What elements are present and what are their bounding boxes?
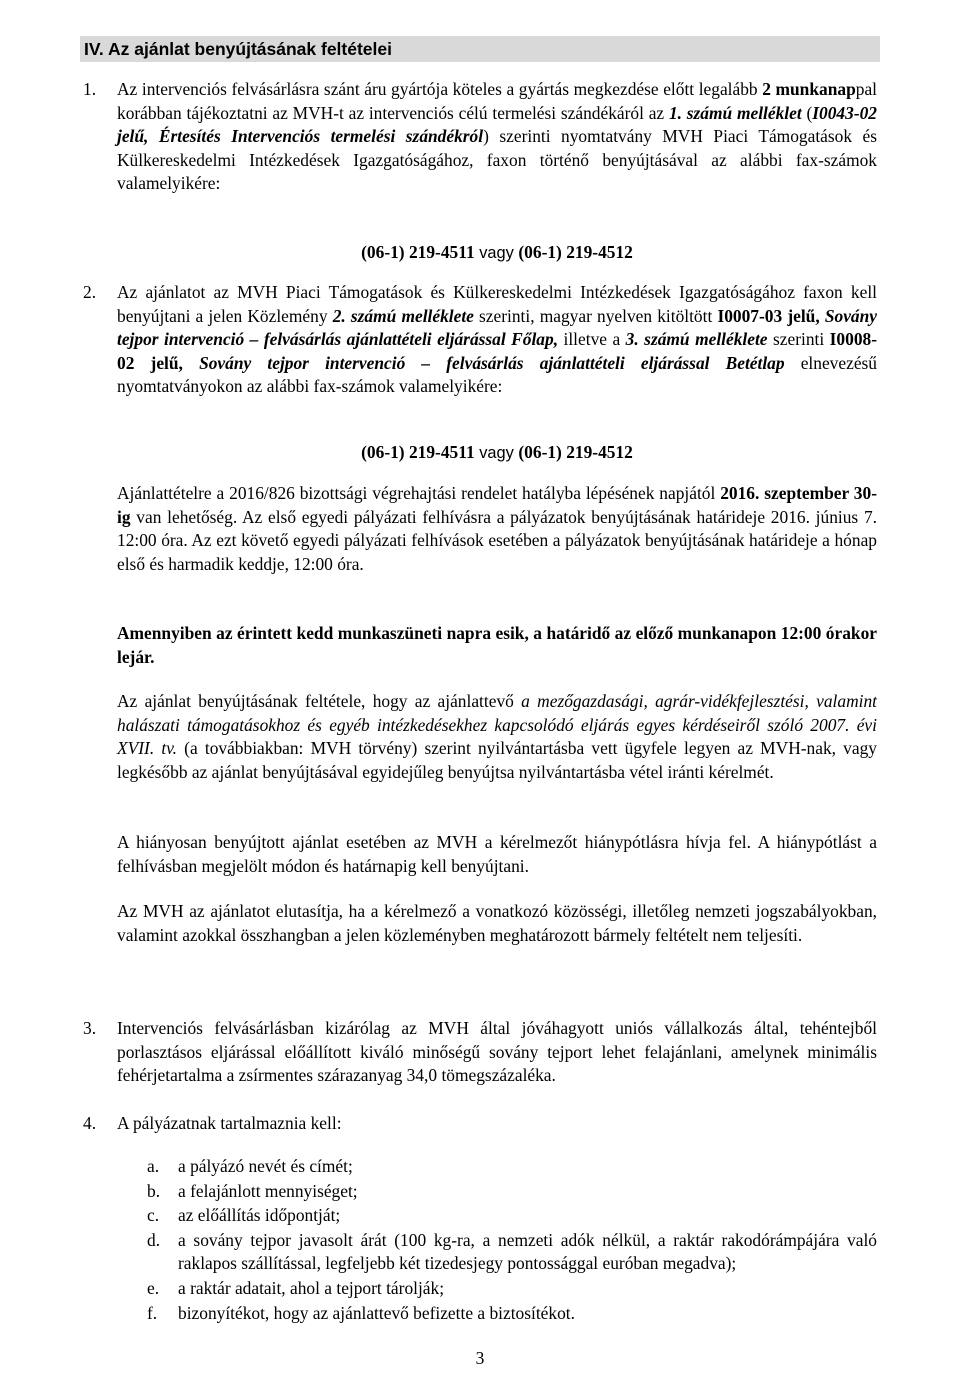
item-4-number: 4. bbox=[83, 1113, 97, 1133]
requirements-list bbox=[147, 1155, 877, 1326]
form-i0007-title: Sovány tejpor intervenció – felvásárlás ajánlattételi eljárással Főlap, bbox=[117, 305, 878, 350]
annex-1-reference: 1. számú melléklet bbox=[668, 102, 802, 123]
annex-3-reference: 3. számú melléklete bbox=[625, 329, 768, 350]
item-3-number: 3. bbox=[83, 1018, 97, 1038]
text-run: szerinti bbox=[767, 329, 830, 350]
text-run: (a továbbiakban: MVH törvény) szerint nyilvántartásba vett ügyfele legyen az MVH-nak, vagy legkésőbb az ajánlat benyújtásával egyidejűleg benyújtsa nyilvántartásba vétel iránti kérelmét. bbox=[117, 738, 877, 782]
form-i0043-reference: I0043-02 jelű, Értesítés Intervenciós termelési szándékról bbox=[117, 102, 877, 147]
section-heading: IV. Az ajánlat benyújtásának feltételei bbox=[80, 36, 880, 62]
item-2-paragraph bbox=[117, 281, 877, 399]
fax-number: (06-1) 219-4512 bbox=[518, 242, 633, 262]
item-4-intro: A pályázatnak tartalmaznia kell: bbox=[117, 1113, 342, 1133]
deadline-date: 2016. szeptember 30-ig bbox=[117, 483, 877, 527]
fax-number: (06-1) 219-4512 bbox=[518, 442, 633, 462]
text-run-bold: 2 munkanap bbox=[762, 79, 856, 99]
item-2-number: 2. bbox=[83, 282, 97, 302]
item-3-paragraph: Intervenciós felvásárlásban kizárólag az MVH által jóváhagyott uniós vállalkozás által, tehéntejből porlasztásos eljárással előállított kiváló minőségű sovány tejport lehet felajánlani, amelynek minimális fehérjetartalma a zsírmentes szárazanyag 34,0 tömegszázaléka. bbox=[117, 1018, 877, 1086]
text-run: ( bbox=[801, 102, 813, 123]
text-run: Az ajánlatot az MVH Piaci Támogatások és Külkereskedelmi Intézkedések Igazgatóságához faxon kell benyújtani a jelen Közlemény bbox=[117, 282, 877, 326]
form-i0008-code: I0008-02 jelű, bbox=[117, 329, 877, 373]
form-i0008-title: Sovány tejpor intervenció – felvásárlás ajánlattételi eljárással Betétlap bbox=[199, 352, 785, 373]
fax-numbers-1 bbox=[117, 241, 877, 266]
text-run: van lehetőség. Az első egyedi pályázati felhívásra a pályázatok benyújtásának határideje 2016. június 7. 12:00 óra. Az ezt követő egyedi pályázati felhívások esetében a pályázatok benyújtásának határideje a hónap első és harmadik keddje, 12:00 óra. bbox=[117, 506, 877, 574]
text-run: Az ajánlat benyújtásának feltétele, hogy az ajánlattevő bbox=[117, 691, 522, 711]
item-1-paragraph bbox=[117, 78, 877, 196]
item-1-number: 1. bbox=[83, 79, 97, 99]
fax-numbers-2 bbox=[117, 441, 877, 466]
list-item: f. bizonyítékot, hogy az ajánlattevő befizette a biztosítékot. bbox=[147, 1302, 575, 1323]
list-item: a. a pályázó nevét és címét; bbox=[147, 1156, 353, 1176]
text-run: pal korábban tájékoztatni az MVH-t az intervenciós célú termelési szándékáról az bbox=[117, 79, 877, 123]
list-item: d. a sovány tejpor javasolt árát (100 kg-ra, a nemzeti adók nélkül, a raktár rakodórámpájára való raklapos szállítással, legfeljebb két tizedesjegy pontossággal euróban megadva); bbox=[147, 1229, 877, 1274]
text-run: illetve a bbox=[558, 329, 626, 350]
page-number: 3 bbox=[475, 1348, 485, 1368]
text-run: Ajánlattételre a 2016/826 bizottsági végrehajtási rendelet hatályba lépésének napjától bbox=[117, 483, 721, 503]
fax-number: (06-1) 219-4511 bbox=[361, 242, 475, 262]
law-reference: a mezőgazdasági, agrár-vidékfejlesztési, valamint halászati támogatásokhoz és egyéb intézkedésekhez kapcsolódó eljárás egyes kérdéseiről szóló 2007. évi XVII. tv. bbox=[117, 691, 877, 759]
annex-2-reference: 2. számú melléklete bbox=[332, 305, 474, 326]
list-item: b. a felajánlott mennyiséget; bbox=[147, 1180, 358, 1201]
text-run: ) szerinti nyomtatvány MVH Piaci Támogatások és Külkereskedelmi Intézkedések Igazgatóságához, faxon történő benyújtásával az alábbi fax-számok valamelyikére: bbox=[117, 126, 878, 194]
text-run: vagy bbox=[474, 444, 519, 462]
list-item: e. a raktár adatait, ahol a tejport tárolják; bbox=[147, 1277, 445, 1298]
holiday-rule-paragraph: Amennyiben az érintett kedd munkaszüneti napra esik, a határidő az előző munkanapon 12:00 órakor lejár. bbox=[117, 623, 877, 667]
deficient-bid-paragraph: A hiányosan benyújtott ajánlat esetében az MVH a kérelmezőt hiánypótlásra hívja fel. A hiánypótlást a felhívásban megjelölt módon és határnapig kell benyújtani. bbox=[117, 832, 877, 876]
deadline-paragraph bbox=[117, 482, 877, 576]
text-run: elnevezésű nyomtatványokon az alábbi fax-számok valamelyikére: bbox=[117, 352, 877, 397]
text-run: vagy bbox=[474, 244, 519, 262]
form-i0007-code: I0007-03 jelű, bbox=[717, 305, 825, 326]
registration-condition-paragraph bbox=[117, 690, 877, 784]
text-run: szerinti, magyar nyelven kitöltött bbox=[473, 305, 718, 326]
fax-number: (06-1) 219-4511 bbox=[361, 442, 475, 462]
list-item: c. az előállítás időpontját; bbox=[147, 1205, 341, 1226]
text-run: Az intervenciós felvásárlásra szánt áru gyártója köteles a gyártás megkezdése előtt legalább bbox=[117, 79, 763, 99]
rejection-paragraph: Az MVH az ajánlatot elutasítja, ha a kérelmező a vonatkozó közösségi, illetőleg nemzeti jogszabályokban, valamint azokkal összhangban a jelen közleményben meghatározott bármely feltételt nem teljesíti. bbox=[117, 901, 877, 945]
